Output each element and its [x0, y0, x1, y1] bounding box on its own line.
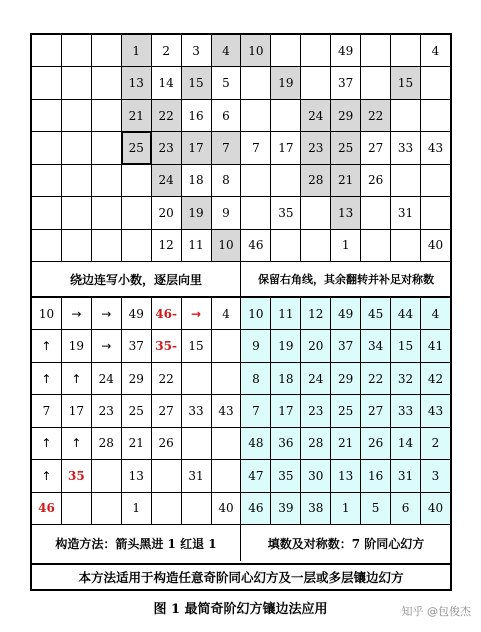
- grid-cell: [301, 67, 331, 99]
- grid-cell: 5: [361, 492, 391, 524]
- grid-cell: 48: [241, 427, 271, 459]
- grid-cell: 26: [361, 427, 391, 459]
- grid-cell: [301, 35, 331, 67]
- grid-cell: [271, 99, 301, 131]
- grid-cell: ↑: [32, 362, 62, 394]
- grid-cell: 7: [211, 132, 241, 164]
- grid-cell: 37: [331, 330, 361, 362]
- grid-cell: 17: [181, 132, 211, 164]
- grid-cell: 25: [121, 395, 151, 427]
- grid-cell: [420, 197, 450, 229]
- grid-row: [32, 197, 451, 229]
- grid-cell: 1: [331, 229, 361, 261]
- grid-cell: 19: [61, 330, 91, 362]
- grid-cell: 19: [271, 67, 301, 99]
- grid-cell: [91, 35, 121, 67]
- grid-cell: 44: [391, 298, 421, 330]
- grid-cell: →: [91, 330, 121, 362]
- grid-cell: 12: [301, 298, 331, 330]
- grid-cell: 42: [420, 362, 450, 394]
- grid-cell: [61, 35, 91, 67]
- grid-cell: 15: [181, 330, 211, 362]
- grid-cell: [91, 164, 121, 196]
- grid-cell: 21: [121, 427, 151, 459]
- grid-cell: [241, 197, 271, 229]
- grid-cell: 49: [121, 298, 151, 330]
- grid-cell: [61, 164, 91, 196]
- grid-cell: 46: [32, 492, 62, 524]
- grid-cell: 41: [420, 330, 450, 362]
- grid-cell: [181, 427, 211, 459]
- grid-cell: 8: [241, 362, 271, 394]
- grid-cell: 16: [181, 99, 211, 131]
- figure-caption: 图 1 最简奇阶幻方镶边法应用: [153, 602, 328, 617]
- grid-cell: [91, 460, 121, 492]
- grid-cell: 8: [211, 164, 241, 196]
- grid-cell: 21: [331, 164, 361, 196]
- grid-cell: [211, 362, 241, 394]
- grid-cell: →: [61, 298, 91, 330]
- grid-cell: 24: [301, 99, 331, 131]
- grid-cell: 28: [301, 427, 331, 459]
- grid-cell: 14: [151, 67, 181, 99]
- grid-cell: ↑: [32, 330, 62, 362]
- grid-cell: [391, 99, 421, 131]
- grid-cell: 33: [391, 132, 421, 164]
- grid-cell: [211, 460, 241, 492]
- grid-cell: ↑: [61, 362, 91, 394]
- grid-cell: 18: [181, 164, 211, 196]
- grid-cell: [121, 164, 151, 196]
- grid-cell: 17: [271, 395, 301, 427]
- grid-cell: [32, 99, 62, 131]
- grid-cell: [32, 35, 62, 67]
- grid-cell: 38: [301, 492, 331, 524]
- grid-cell: 43: [211, 395, 241, 427]
- grid-cell: [91, 197, 121, 229]
- grid-cell: 24: [91, 362, 121, 394]
- grid-cell: 34: [361, 330, 391, 362]
- grid-cell: 4: [420, 298, 450, 330]
- grid-cell: 27: [361, 132, 391, 164]
- grid-cell: [420, 67, 450, 99]
- grid-cell: 13: [331, 460, 361, 492]
- grid-cell: 35: [271, 460, 301, 492]
- grid-cell: 24: [301, 362, 331, 394]
- grid-row: [32, 427, 451, 459]
- grid-cell: 31: [391, 197, 421, 229]
- grid-cell: 6: [391, 492, 421, 524]
- grid-cell: 49: [331, 35, 361, 67]
- grid-cell: 10: [241, 35, 271, 67]
- bottom-magic-square-grid: [31, 297, 451, 525]
- grid-cell: [391, 229, 421, 261]
- grid-cell: 1: [121, 492, 151, 524]
- grid-cell: [391, 35, 421, 67]
- grid-cell: 40: [420, 229, 450, 261]
- grid-cell: 21: [331, 427, 361, 459]
- grid-row: [32, 164, 451, 196]
- grid-cell: 16: [361, 460, 391, 492]
- grid-cell: 29: [121, 362, 151, 394]
- grid-cell: [241, 164, 271, 196]
- grid-cell: 6: [211, 99, 241, 131]
- grid-cell: 43: [420, 132, 450, 164]
- grid-cell: 23: [91, 395, 121, 427]
- grid-cell: 40: [420, 492, 450, 524]
- grid-cell: ↑: [61, 427, 91, 459]
- grid-cell: [61, 99, 91, 131]
- grid-cell: 26: [151, 427, 181, 459]
- grid-cell: 10: [32, 298, 62, 330]
- grid-cell: [181, 492, 211, 524]
- grid-cell: 25: [331, 395, 361, 427]
- grid-cell: 10: [241, 298, 271, 330]
- grid-cell: [151, 460, 181, 492]
- grid-row: [32, 35, 451, 67]
- grid-cell: 18: [271, 362, 301, 394]
- grid-cell: [391, 164, 421, 196]
- grid-cell: 33: [181, 395, 211, 427]
- grid-cell: 23: [301, 395, 331, 427]
- grid-cell: 23: [301, 132, 331, 164]
- grid-cell: 31: [181, 460, 211, 492]
- grid-cell: [241, 67, 271, 99]
- method-banner: 本方法适用于构造任意奇阶同心幻方及一层或多层镶边幻方: [30, 565, 452, 591]
- grid-cell: [61, 67, 91, 99]
- grid-cell: 46: [241, 229, 271, 261]
- grid-cell: 22: [151, 362, 181, 394]
- grid-cell: 37: [121, 330, 151, 362]
- grid-cell: 15: [181, 67, 211, 99]
- bottom-left-label: 构造方法：箭头黑进 1 红退 1: [55, 536, 217, 551]
- grid-cell: ↑: [32, 427, 62, 459]
- grid-cell: 25: [121, 132, 151, 164]
- grid-cell: 47: [241, 460, 271, 492]
- grid-cell: [271, 164, 301, 196]
- grid-cell: 3: [420, 460, 450, 492]
- grid-cell: 39: [271, 492, 301, 524]
- grid-cell: ↑: [32, 460, 62, 492]
- grid-cell: [241, 99, 271, 131]
- grid-cell: [91, 99, 121, 131]
- grid-cell: 27: [151, 395, 181, 427]
- grid-cell: [361, 197, 391, 229]
- grid-cell: 40: [211, 492, 241, 524]
- grid-cell: [61, 492, 91, 524]
- grid-cell: [361, 229, 391, 261]
- grid-cell: 5: [211, 67, 241, 99]
- grid-cell: 43: [420, 395, 450, 427]
- grid-cell: [91, 67, 121, 99]
- grid-cell: 28: [301, 164, 331, 196]
- grid-cell: →: [181, 298, 211, 330]
- grid-cell: 31: [391, 460, 421, 492]
- grid-cell: [181, 362, 211, 394]
- grid-cell: [301, 229, 331, 261]
- grid-cell: [420, 164, 450, 196]
- grid-cell: 4: [420, 35, 450, 67]
- grid-cell: 49: [331, 298, 361, 330]
- grid-cell: [211, 427, 241, 459]
- grid-cell: 15: [391, 330, 421, 362]
- grid-cell: [61, 132, 91, 164]
- grid-cell: 14: [391, 427, 421, 459]
- grid-cell: 19: [181, 197, 211, 229]
- grid-cell: [271, 35, 301, 67]
- grid-cell: 22: [361, 362, 391, 394]
- grid-cell: [271, 229, 301, 261]
- watermark: 知乎 @包俊杰: [401, 605, 471, 618]
- grid-cell: 37: [331, 67, 361, 99]
- grid-cell: [121, 197, 151, 229]
- grid-cell: 32: [391, 362, 421, 394]
- grid-cell: 27: [361, 395, 391, 427]
- grid-row: [32, 460, 451, 492]
- grid-cell: 36: [271, 427, 301, 459]
- grid-cell: 9: [241, 330, 271, 362]
- grid-row: [32, 99, 451, 131]
- grid-cell: 45: [361, 298, 391, 330]
- grid-cell: 4: [211, 298, 241, 330]
- top-magic-square-grid: [31, 34, 451, 262]
- grid-cell: [91, 492, 121, 524]
- grid-cell: [32, 164, 62, 196]
- grid-cell: [32, 132, 62, 164]
- grid-cell: 13: [121, 67, 151, 99]
- grid-cell: [61, 229, 91, 261]
- grid-row: [32, 330, 451, 362]
- grid-row: [32, 362, 451, 394]
- bottom-right-label: 填数及对称数：7 阶同心幻方: [267, 536, 425, 551]
- grid-cell: 20: [151, 197, 181, 229]
- grid-cell: [361, 35, 391, 67]
- grid-cell: 29: [331, 362, 361, 394]
- grid-cell: 12: [151, 229, 181, 261]
- grid-cell: 46: [241, 492, 271, 524]
- grid-cell: 11: [271, 298, 301, 330]
- grid-cell: 35: [61, 460, 91, 492]
- grid-cell: 9: [211, 197, 241, 229]
- grid-cell: 29: [331, 99, 361, 131]
- grid-cell: 26: [361, 164, 391, 196]
- grid-row: [32, 132, 451, 164]
- grid-cell: 13: [121, 460, 151, 492]
- top-left-label: 绕边连写小数，逐层向里: [69, 272, 202, 287]
- grid-cell: 25: [331, 132, 361, 164]
- grid-cell: 35-: [151, 330, 181, 362]
- grid-cell: 22: [151, 99, 181, 131]
- grid-cell: 17: [61, 395, 91, 427]
- grid-cell: [61, 197, 91, 229]
- grid-cell: 1: [331, 492, 361, 524]
- grid-cell: 21: [121, 99, 151, 131]
- grid-row: [32, 298, 451, 330]
- grid-cell: 46-: [151, 298, 181, 330]
- top-right-label: 保留右角线，其余翻转并补足对称数: [258, 273, 434, 286]
- grid-cell: 7: [241, 132, 271, 164]
- grid-cell: →: [91, 298, 121, 330]
- grid-cell: 7: [241, 395, 271, 427]
- grid-cell: [32, 197, 62, 229]
- grid-cell: [91, 132, 121, 164]
- grid-cell: 33: [391, 395, 421, 427]
- grid-cell: [32, 67, 62, 99]
- grid-cell: 19: [271, 330, 301, 362]
- grid-cell: [301, 197, 331, 229]
- grid-cell: [420, 99, 450, 131]
- grid-cell: 15: [391, 67, 421, 99]
- grid-cell: 30: [301, 460, 331, 492]
- grid-cell: 24: [151, 164, 181, 196]
- grid-row: [32, 492, 451, 524]
- grid-cell: 11: [181, 229, 211, 261]
- grid-cell: 17: [271, 132, 301, 164]
- grid-cell: [121, 229, 151, 261]
- grid-cell: 1: [121, 35, 151, 67]
- grid-cell: [361, 67, 391, 99]
- grid-cell: 7: [32, 395, 62, 427]
- grid-cell: [211, 330, 241, 362]
- grid-cell: 10: [211, 229, 241, 261]
- grid-cell: [91, 229, 121, 261]
- grid-cell: 2: [151, 35, 181, 67]
- grid-cell: 2: [420, 427, 450, 459]
- grid-cell: [32, 229, 62, 261]
- grid-row: [32, 67, 451, 99]
- grid-cell: 35: [271, 197, 301, 229]
- grid-cell: 22: [361, 99, 391, 131]
- grid-row: [32, 229, 451, 261]
- grid-cell: 4: [211, 35, 241, 67]
- grid-cell: 23: [151, 132, 181, 164]
- grid-cell: 28: [91, 427, 121, 459]
- grid-row: [32, 395, 451, 427]
- grid-cell: [151, 492, 181, 524]
- grid-cell: 20: [301, 330, 331, 362]
- grid-cell: 3: [181, 35, 211, 67]
- grid-cell: 13: [331, 197, 361, 229]
